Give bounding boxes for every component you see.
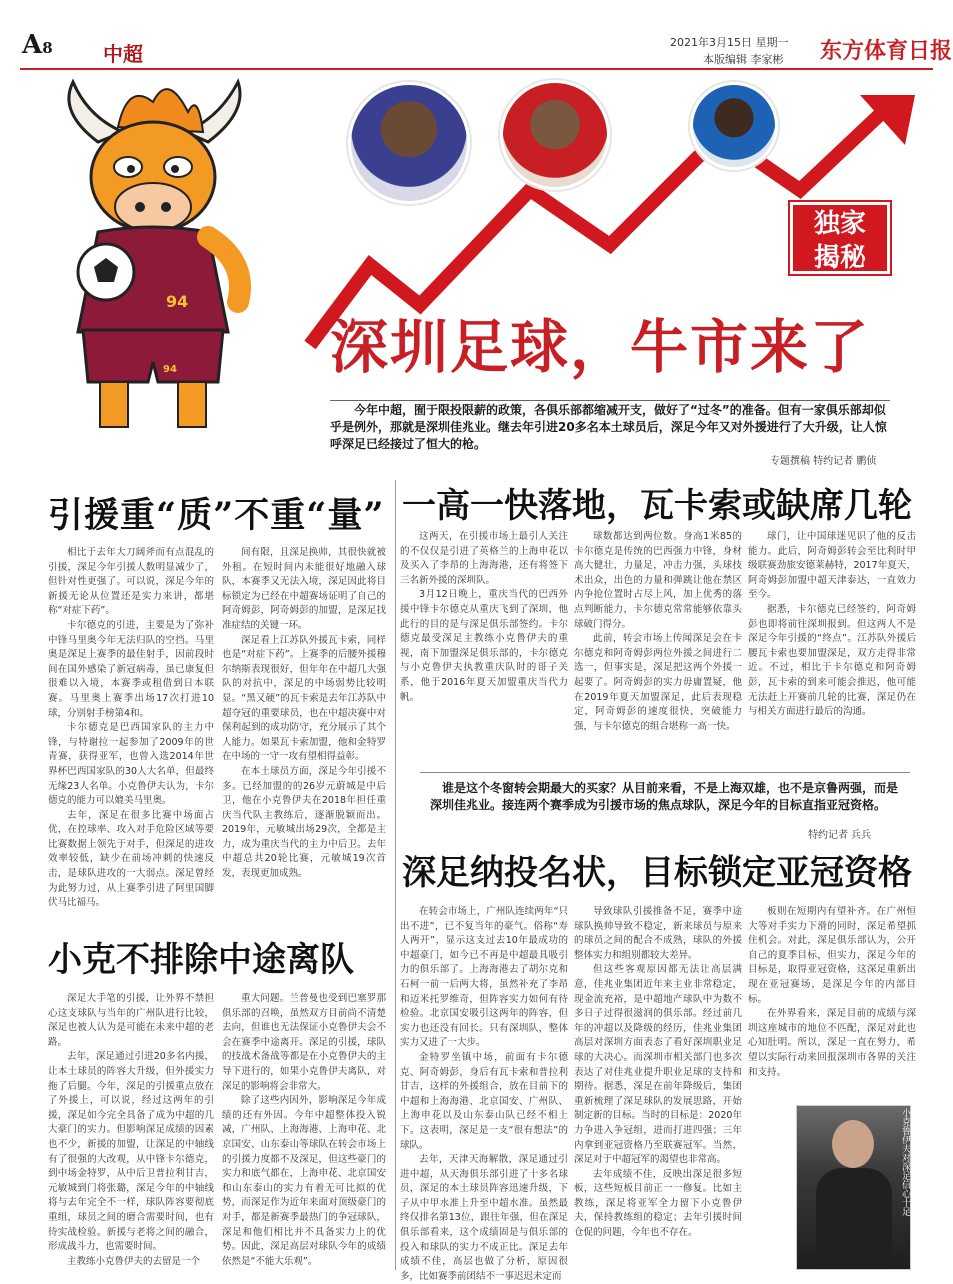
article-text-column: 在转会市场上，广州队连续两年“只出不进”，已不复当年的豪气。俗称“寿人两开”，显示这支过去10年最成功的中超豪门，如今已不再是中超最具吸引力的俱乐部了。上海海港去了胡尔克和石柯一前一后两大将，虽然补充了李昂和迈米托罗维奇，但阵容实力如何有待检验。北京国安吸引这两年的阵容，但实力也还没有回长。只有深圳队，整体实力又进了一大步。 金特罗坐镇中场，前面有卡尔德克、阿奇姆彭，身后有瓦卡索和普拉利甘吉，这样的外援组合，放在目前下的中超和上海海港、北京国安、广州队、上海申花以及山东泰山队已经不相上下。这表明，深足是一支“很有想法”的球队。 去年，天津天海解散，深足通过引进中超，从天海俱乐部引进了十多名球员，深足的本土球员阵容迅速升级，下子从中甲水准上升至中超水准。虽然最终仅排名第13位，跟往年强，但在深足俱乐部看来，这个成绩固是与俱乐部的投入和球队的实力不成正比。深足去年成绩不佳，高层也做了分析，原因很多，比如赛季前团结不一事迟迟未定而 xyxy=(400,906,568,1282)
article-text-column: 深足大手笔的引援，让外界不禁担心这支球队与当年的广州队进行比较，深足也被人认为是可能在未来中超的老路。 去年，深足通过引进20多名内援，让本土球员的阵容大升级，但外援实力拖了后腿。今年，深足的引援重点放在了外援上，可以说，经过这两年的引援，深足如今完全具备了成为中超的几大豪门的实力。但影响深足成绩的因素也不少，新援的加盟，让深足的中轴线有了很强的大改观，从中锋卡尔德克，到中场金特罗，从中后卫普拉利甘吉，元敏城到门将张璐，深足今年的中轴线将与去年完全不一样，球队阵容要彻底重组，球员之间的磨合需要时间，也有待实战检验。新援与老将之间的融合，形成战斗力，也需要时间。 主教练小克鲁伊夫的去留是一个 xyxy=(48,993,214,1267)
coach-photo-body xyxy=(816,1168,892,1268)
article-text-column: 球数都达到两位数。身高1米85的卡尔德克是传统的巴西强力中锋，身材高大健壮，力量足，冲击力强，头球技术出众，出色的力量和弹跳让他在禁区内争抢位置时占尽上风，加上优秀的落点判断能力，卡尔德克常常能够依靠头球破门得分。 此前，转会市场上传闻深足会在卡尔德克和阿奇姆彭两位外援之间进行二选一，但事实是，深足把这两个外援一起要了。阿奇姆彭的实力毋庸置疑，他在2019年夏天加盟深足，此后表现稳定，阿奇姆彭的速度很快，突破能力强，与卡尔德克的组合堪称一高一快。 xyxy=(574,531,742,732)
article-title-coach: 小克不排除中途离队 xyxy=(48,940,354,980)
header-rule xyxy=(20,68,933,70)
issue-date: 2021年3月15日 星期一 xyxy=(670,36,789,49)
article-text-column: 间有限，且深足换帅，其很快就被外租。在短时间内未能很好地融入球队，本赛季又无法入境，深足因此将目标锁定为已经在中超赛场证明了自己的阿奇姆彭，阿奇姆彭的加盟，是深足找准症结的关键一环。 深足看上江苏队外援瓦卡索，同样也是“对症下药”。上赛季的后腰外援穆尔纳斯表现很好，但年年在中超几大强队的对抗中，深足的中场弱势比较明显。“黑又硬”的瓦卡索是去年江苏队中超夺冠的重要球员，也在中超决赛中对保利起到的成功防守，充分展示了其个人能力。如果瓦卡索加盟，他和金特罗在中场的一守一攻有望相得益彰。 在本土球员方面，深足今年引援不多。已经加盟的的26岁元蔚城是中后卫，他在小克鲁伊夫在2018年担任重庆当代队主教练后，逐渐脱颖而出。2019年，元敏城出场29次，全都是主力，成为重庆当代的主力中后卫。去年中超总共20轮比赛，元敏城19次首发，表现更加成熟。 xyxy=(222,547,386,880)
page-number: A8 xyxy=(22,30,53,60)
bull-mascot-illustration xyxy=(28,72,278,442)
section-label: 中超 xyxy=(103,42,143,66)
photo-caption: 小克鲁伊夫对深足信心十足 xyxy=(900,1108,910,1216)
mascot-jersey-number: 94 xyxy=(166,292,189,311)
exclusive-badge: 独家 揭秘 xyxy=(790,202,890,274)
article-intro-acl: 谁是这个冬窗转会期最大的买家？从目前来看，不是上海双雄，也不是京鲁两强，而是深圳佳兆业。接连两个赛季成为引援市场的焦点球队，深足今年的目标直指亚冠资格。 xyxy=(430,781,899,812)
article-text-column: 重大问题。兰普曼也受到巴塞罗那俱乐部的召唤，虽然双方目前尚不清楚去向，但谁也无法保证小克鲁伊夫会不会在赛季中途离开。深足的引援，球队的技战术备战等都是在小克鲁伊夫的主导下进行的，如果小克鲁伊夫离队，对深足的影响将会非常大。 除了这些内因外，影响深足今年成绩的还有外因。今年中超整体投入锐减，广州队、上海海港、上海申花、北京国安、山东泰山等球队在转会市场上的引援力度都不及深足，但这些豪门的实力和底气都在，上海申花、北京国安和山东泰山的实力有着无可比拟的优势，而深足作为近年来面对顶级豪门的对手，都是新赛季最热门的争冠球队，深足和他们相比并不具备实力上的优势。因此，深足高层对球队今年的成绩依然是“不能大乐观”。 xyxy=(222,993,386,1267)
article-text-column: 导致球队引援推备不足，赛季中途球队换帅导致不稳定，新来球员与原来的球员之间的配合不成熟，球队的外援整体实力和组别都较大差异。 但这些客观原因都无法让高层满意，佳兆业集团近年来主业非常稳定，现金流充裕，是中超地产球队中为数不多日子过得很滋润的俱乐部。经过前几年的冲超以及降级的经历，佳兆业集团高层对深圳方面表态了看好深圳职业足球的大决心。而深圳市相关部门也多次表达了对佳兆业提升职业足球的支持和期待。据悉，深足在前年降级后，集团重新梳理了深足球队的发展思路，开始制定新的目标。当时的目标是：2020年力争进入争冠组，进而打进四强；三年内拿到亚冠资格乃至联赛冠军。当然，深足对于中超冠军的渴望也非常高。 去年成绩不佳，反映出深足很多短板，这些短板目前正一一修复。比如主教练，深足将亚军全力留下小克鲁伊夫，保持教练组的稳定；去年引援时间仓促的问题，今年也不存在。 xyxy=(574,906,742,1239)
lead-paragraph: 今年中超，囿于限投限薪的政策，各俱乐部都缩减开支，做好了“过冬”的准备。但有一家俱乐部却似乎是例外，那就是深圳佳兆业。继去年引进20多名本土球员后，深足今年又对外援进行了大升级，让人惊呼深足已经接过了恒大的枪。 xyxy=(330,403,887,451)
player-photo-3 xyxy=(690,82,778,170)
article-text-column: 球门，让中国球迷见识了他的反击能力。此后，阿奇姆彭转会至比利时甲级联赛劲旅安德莱赫特，2017年夏天，阿奇姆彭加盟中超天津泰达，一直效力至今。 据悉，卡尔德克已经签约，阿奇姆彭也即将前往深圳报到。但这两人不是深足今年引援的“终点”。江苏队外援后腰瓦卡索也要加盟深足，双方走得非常近。不过，相比于卡尔德克和阿奇姆彭，瓦卡索的到来可能会推迟，他可能无法赶上开赛前几轮的比赛，深足仍在与相关方面进行最后的沟通。 xyxy=(748,531,916,718)
lead-divider xyxy=(330,400,890,401)
article-text-column: 相比于去年大刀阔斧而有点混乱的引援，深足今年引援人数明显减少了，但针对性更强了。可以说，深足今年的新援无论从位置还是实力来讲，都堪称“对症下药”。 卡尔德克的引进，主要是为了弥补中锋马里奥今年无法归队的空挡。马里奥是深足上赛季的最佳射手，因前段时间在国外感染了新冠病毒，虽已康复但很难以入境，本赛季或租借到日本联赛。马里奥上赛季出场17次打进10球，分别射手榜第4和。 卡尔德克是巴西国家队的主力中锋，与特谢拉一起参加了2009年的世青赛，获得亚军，也曾入选2014年世界杯巴西国家队的30人大名单，但最终无缘23人名单。小克鲁伊夫认为，卡尔德克的能力可以媲美马里奥。 去年，深足在很多比赛中场面占优，在控球率、攻入对手危险区域等要比赛数据上领先于对手，但深足的进攻效率较低，缺少在前场冲刺的快速反击，是球队进攻的一大弱点。深足曾经为此努力过，从上赛季引进了阿里国脚伏马比福马。 xyxy=(48,547,214,909)
newspaper-logo: 东方体育日报 xyxy=(820,38,953,64)
player-photo-2 xyxy=(500,80,610,190)
lead-byline: 专题撰稿 特约记者 鹏侦 xyxy=(770,456,877,467)
column-divider xyxy=(395,480,396,1270)
player-photo-1 xyxy=(348,82,470,204)
main-headline: 深圳足球，牛市来了 xyxy=(330,313,871,381)
article-title-acl-target: 深足纳投名状，目标锁定亚冠资格 xyxy=(402,853,912,893)
page-editor: 本版编辑 李家彬 xyxy=(703,53,784,66)
article-byline: 特约记者 兵兵 xyxy=(808,830,872,841)
article-text-column: 这两天，在引援市场上最引人关注的不仅仅是引进了英格兰的上海申花以及买入了李昂的上海海港，还有将签下三名新外援的深圳队。 3月12日晚上，重庆当代的巴西外援中锋卡尔德克从重庆飞到了深圳，他此行的目的是与深足俱乐部签约。卡尔德克最受深足主教练小克鲁伊夫的重视，南下加盟深足俱乐部的，卡尔德克与小克鲁伊夫执教重庆队时的哥子关系，他于2016年夏天加盟重庆当代力帆。 xyxy=(400,531,568,703)
svg-text:94: 94 xyxy=(163,364,177,375)
coach-photo-head xyxy=(832,1120,874,1168)
article-title-signings: 一高一快落地，瓦卡索或缺席几轮 xyxy=(402,486,912,526)
article-text-column: 板则在短期内有望补齐。在广州恒大等对手实力下滑的同时，深足希望抓住机会。对此，深足俱乐部认为，公开自己的夏季目标，但实力，深足今年的目标是，取得亚冠资格，这深足重新出现在亚冠赛场，是深足今年的内部目标。 在外界看来，深足目前的成绩与深圳这座城市的地位不匹配，深足对此也心知肚明。所以，深足一直在努力，希望以实际行动来回报深圳市各界的关注和支持。 xyxy=(748,906,916,1078)
article-title-recruitment: 引援重“质”不重“量” xyxy=(48,495,385,536)
